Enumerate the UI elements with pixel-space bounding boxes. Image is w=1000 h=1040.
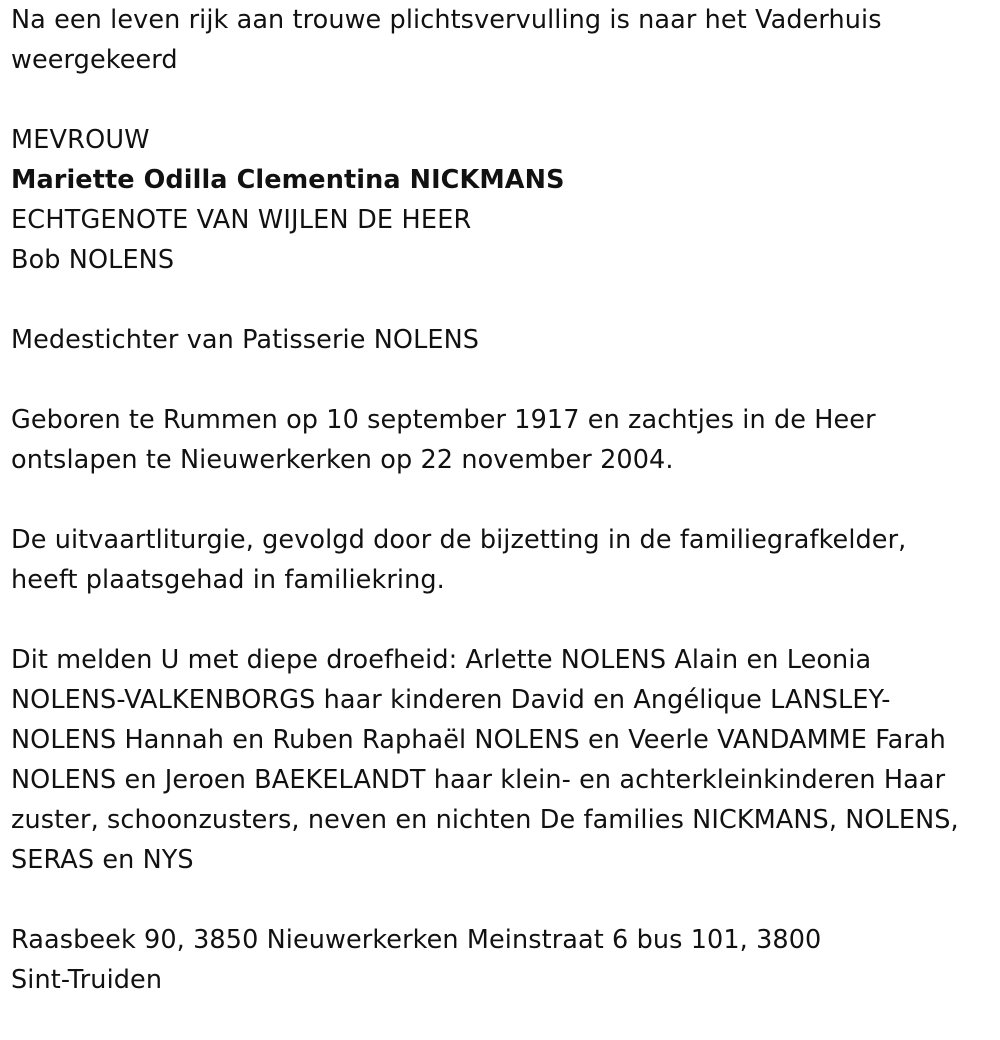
funeral-paragraph <box>11 520 991 600</box>
spacer <box>11 80 991 120</box>
honorific: MEVROUW <box>11 125 150 155</box>
intro-paragraph <box>11 0 991 80</box>
announcement-line: NOLENS en Jeroen BAEKELANDT haar klein- en achterkleinkinderen Haar <box>11 765 946 795</box>
relation-text: ECHTGENOTE VAN WIJLEN DE HEER <box>11 205 472 235</box>
life-line: Geboren te Rummen op 10 september 1917 en zachtjes in de Heer <box>11 405 876 435</box>
address-paragraph <box>11 920 991 1000</box>
life-line: ontslapen te Nieuwerkerken op 22 november 2004. <box>11 445 674 475</box>
intro-line: weergekeerd <box>11 45 178 75</box>
announcement-line: NOLENS-VALKENBORGS haar kinderen David en Angélique LANSLEY- <box>11 685 891 715</box>
spouse-name: Bob NOLENS <box>11 245 175 275</box>
intro-line: Na een leven rijk aan trouwe plichtsvervulling is naar het Vaderhuis <box>11 5 882 35</box>
spacer <box>11 480 991 520</box>
deceased-block <box>11 120 991 280</box>
announcement-line: NOLENS Hannah en Ruben Raphaël NOLENS en Veerle VANDAMME Farah <box>11 725 946 755</box>
spacer <box>11 600 991 640</box>
obituary-document <box>11 0 991 1000</box>
life-paragraph <box>11 400 991 480</box>
deceased-name: Mariette Odilla Clementina NICKMANS <box>11 165 565 195</box>
announcement-paragraph <box>11 640 991 880</box>
announcement-line: Dit melden U met diepe droefheid: Arlette NOLENS Alain en Leonia <box>11 645 872 675</box>
announcement-line: zuster, schoonzusters, neven en nichten De families NICKMANS, NOLENS, <box>11 805 959 835</box>
announcement-line: SERAS en NYS <box>11 845 194 875</box>
role-line: Medestichter van Patisserie NOLENS <box>11 325 480 355</box>
role-paragraph <box>11 320 991 360</box>
spacer <box>11 880 991 920</box>
address-line: Raasbeek 90, 3850 Nieuwerkerken Meinstraat 6 bus 101, 3800 <box>11 925 822 955</box>
spacer <box>11 360 991 400</box>
spacer <box>11 280 991 320</box>
funeral-line: De uitvaartliturgie, gevolgd door de bijzetting in de familiegrafkelder, <box>11 525 907 555</box>
address-line: Sint-Truiden <box>11 965 163 995</box>
funeral-line: heeft plaatsgehad in familiekring. <box>11 565 445 595</box>
